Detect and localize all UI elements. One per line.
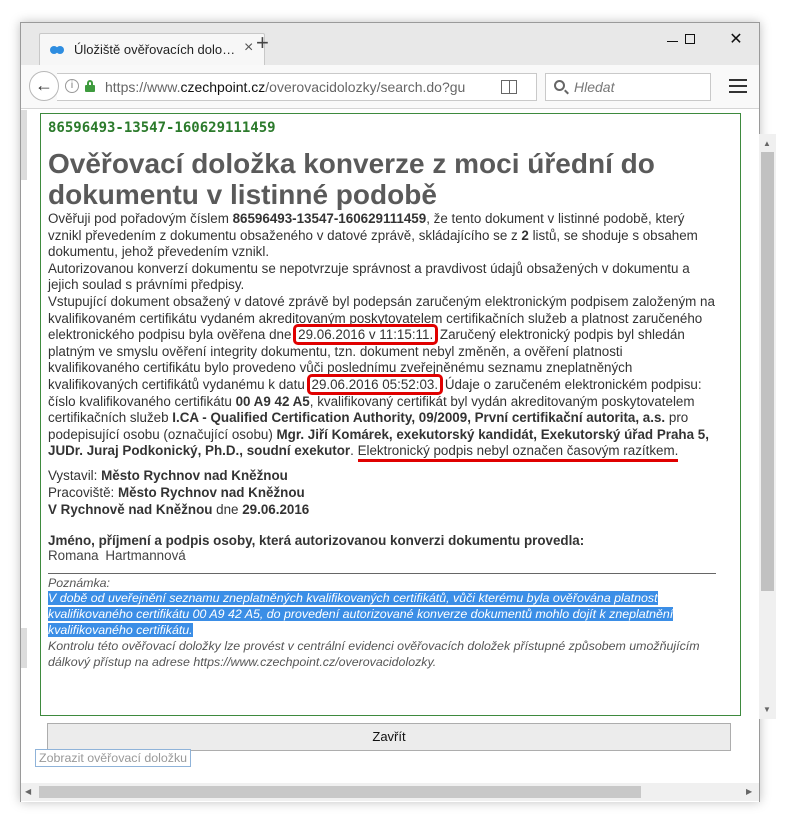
vertical-scrollbar[interactable] [759, 134, 776, 719]
certificate-number: 00 A9 42 A5 [235, 393, 310, 409]
revocation-list-date-highlight: 29.06.2016 05:52:03. [307, 374, 444, 395]
browser-tab[interactable] [39, 33, 265, 65]
page-rail-lower [21, 628, 27, 668]
certificate-issuer: I.CA - Qualified Certification Authority, 09/2009, První certifikační autorita, a.s. [172, 410, 666, 426]
issuer-block [48, 467, 716, 518]
note-selected-text[interactable] [48, 590, 716, 638]
p1-text-b: , že tento dokument v listinné podobě, který vznikl převedením z dokumentu obsaženého v datové zprávě, skládajícího se z [48, 211, 685, 243]
url-text[interactable] [105, 79, 475, 95]
place: V Rychnově nad Kněžnou [48, 501, 213, 517]
page-content [21, 110, 771, 802]
signature-name: Romana Hartmannová [48, 547, 186, 563]
date-value: 29.06.2016 [242, 501, 310, 517]
search-icon [554, 80, 565, 91]
timestamp-note-highlight: Elektronický podpis nebyl označen časovým razítkem. [358, 443, 679, 462]
show-clause-button[interactable]: Zobrazit ověřovací doložku [35, 749, 191, 767]
clause-body [48, 211, 716, 460]
browser-window [20, 22, 771, 802]
tab-favicon-icon [50, 45, 66, 55]
note-divider [48, 573, 716, 574]
maximize-button[interactable] [675, 29, 705, 51]
p3-text-f: . [350, 443, 358, 459]
window-close-button[interactable]: ✕ [729, 31, 743, 48]
url-path: /overovacidolozky/search.do?gu [265, 79, 466, 95]
clause-id: 86596493-13547-160629111459 [48, 120, 276, 136]
note-highlight: V době od uveřejnění seznamu zneplatněných kvalifikovaných certifikátů, vůči kterému byla ověřována platnost kvalifikovaného certifikátu 00 A9 42 A5, do provedení autorizované konverze dokumentů mohlo dojít k zneplatnění kvalifikovaného certifikátu. [48, 590, 674, 637]
p1-id: 86596493-13547-160629111459 [232, 211, 427, 226]
p3-text: Vstupující dokument obsažený v datové zprávě byl podepsán zaručeným elektronickým podpisem založeným na kvalifikovaném certifikátu vydaném akreditovaným poskytovatelem certifikačních služeb a platnost zaručeného elektronického podpisu byla ověřena dne [48, 293, 715, 343]
p3-text-d: , kvalifikovaný certifikát byl vydán akreditovaným poskytovatelem certifikačních služeb [48, 393, 695, 426]
scroll-left-icon[interactable]: ◀ [25, 787, 32, 796]
date-label: dne [212, 501, 243, 517]
lock-icon [85, 80, 95, 92]
horizontal-scroll-thumb[interactable] [39, 786, 641, 798]
tab-title: Úložiště ověřovacích dolo… [74, 42, 236, 57]
p3-text-c: Údaje o zaručeném elektronickém podpisu: číslo kvalifikovaného certifikátu [48, 376, 702, 409]
search-bar[interactable] [545, 73, 711, 101]
back-button[interactable]: ← [29, 71, 59, 101]
scroll-right-icon[interactable]: ▶ [746, 787, 753, 796]
signature-label: Jméno, příjmení a podpis osoby, která autorizovanou konverzi dokumentu provedla: [48, 532, 585, 548]
p3-text-b: Zaručený elektronický podpis byl shledán platným ve smyslu ověření integrity dokumentu, tzn. dokument nebyl změněn, a ověření platnosti kvalifikovaného certifikátu bylo provedeno vůči poslednímu zveřejněnému seznamu zneplatněných kvalifikovaných certifikátů vydanému k datu [48, 327, 685, 392]
title-bar [21, 23, 759, 65]
workplace-value: Město Rychnov nad Kněžnou [117, 484, 305, 500]
url-prefix: https://www. [105, 79, 181, 95]
new-tab-button[interactable]: + [256, 30, 269, 55]
vertical-scroll-thumb[interactable] [761, 152, 774, 591]
issued-label: Vystavil: [48, 467, 102, 483]
scroll-up-icon[interactable]: ▲ [763, 139, 771, 148]
scroll-down-icon[interactable]: ▼ [763, 705, 771, 714]
navigation-toolbar [21, 65, 759, 109]
p1-text: Ověřuji pod pořadovým číslem [48, 211, 233, 226]
page-count: 2 [521, 227, 529, 243]
signer: Mgr. Jiří Komárek, exekutorský kandidát, Exekutorský úřad Praha 5, JUDr. Juraj Podkonický, Ph.D., soudní exekutor [48, 426, 709, 459]
workplace-label: Pracoviště: [48, 484, 118, 500]
url-host: czechpoint.cz [180, 79, 266, 95]
note-text: Kontrolu této ověřovací doložky lze provést v centrální evidenci ověřovacích doložek přístupné způsobem umožňujícím dálkový přístup na adrese https://www.czechpoint.cz/overovacidolozky. [48, 638, 700, 669]
page-rail [21, 110, 27, 180]
p3-text-e: pro podepisující osobu (označující osobu) [48, 410, 689, 442]
p2-text: Autorizovanou konverzí dokumentu se nepotvrzuje správnost a pravdivost údajů obsažených v dokumentu a jejich soulad s právními předpisy. [48, 260, 690, 293]
clause-heading: Ověřovací doložka konverze z moci úřední do dokumentu v listinné podobě [48, 148, 655, 210]
address-bar[interactable] [57, 73, 537, 101]
close-button[interactable]: Zavřít [47, 723, 731, 751]
tab-close-icon[interactable]: × [244, 39, 254, 56]
search-placeholder: Hledat [574, 79, 615, 95]
reader-view-icon[interactable] [501, 80, 517, 94]
verification-date-highlight: 29.06.2016 v 11:15:11. [293, 324, 438, 345]
verification-clause-frame [40, 113, 771, 716]
p1-text-c: listů, se shoduje s obsahem dokumentu, jehož převedením vznikl. [48, 227, 698, 260]
info-icon[interactable]: i [65, 79, 79, 93]
hamburger-menu-icon[interactable] [729, 79, 747, 93]
issued-value: Město Rychnov nad Kněžnou [101, 467, 288, 483]
note-label: Poznámka: [48, 575, 110, 590]
horizontal-scrollbar[interactable] [21, 783, 759, 801]
verification-clause [48, 120, 716, 670]
